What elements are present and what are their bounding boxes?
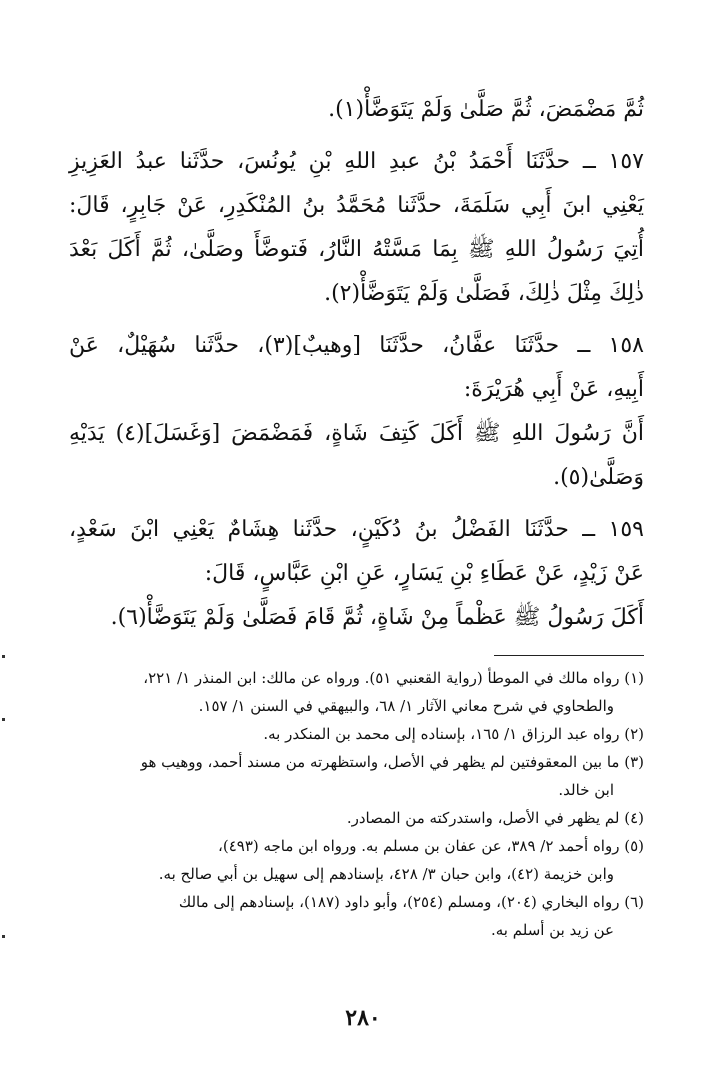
footnote-divider: [494, 655, 644, 656]
footnote-2: (٢) رواه عبد الرزاق ١/ ١٦٥، بإسناده إلى محمد بن المنكدر به.: [263, 725, 644, 743]
hadith-158-text: أَنَّ رَسُولَ اللهِ ﷺ أَكَلَ كَتِفَ شَاةٍ، فَمَضْمَضَ [وَغَسَلَ](٤) يَدَيْهِ: [69, 421, 644, 446]
footnote-5-cont: وابن خزيمة (٤٢)، وابن حبان ٣/ ٤٢٨، بإسنادهم إلى سهيل بن أبي صالح به.: [158, 865, 614, 883]
main-text: [69, 88, 644, 640]
footnote-4: (٤) لم يظهر في الأصل، واستدركته من المصادر.: [346, 809, 644, 827]
scan-mark: [2, 718, 5, 721]
hadith-157-header: ١٥٧ ــ حدَّثَنَا أَحْمَدُ بْنُ عبدِ اللهِ بْنِ يُونُسَ، حدَّثَنا عبدُ العَزِيزِ: [69, 149, 644, 174]
hadith-158-header: ١٥٨ ــ حدَّثَنَا عفَّانُ، حدَّثَنَا [وهيبٌ](٣)، حدَّثَنا سُهَيْلٌ، عَنْ: [69, 333, 644, 358]
hadith-157-text: أُتِيَ رَسُولُ اللهِ ﷺ بِمَا مَسَّتْهُ النَّارُ، فَتوضَّأَ وصَلَّىٰ، ثُمَّ أَكَلَ بَعْدَ: [69, 237, 644, 262]
footnote-5: (٥) رواه أحمد ٢/ ٣٨٩، عن عفان بن مسلم به. ورواه ابن ماجه (٤٩٣)،: [218, 837, 644, 855]
text-line-1: ثُمَّ مَضْمَضَ، ثُمَّ صَلَّىٰ وَلَمْ يَتَوَضَّأْ(١).: [328, 97, 644, 122]
hadith-159-chain: عَنْ زَيْدٍ، عَنْ عَطَاءِ بْنِ يَسَارٍ، عَنِ ابْنِ عَبَّاسٍ، قَالَ:: [204, 561, 644, 586]
page-number: ٢٨٠: [345, 1005, 381, 1031]
footnote-6: (٦) رواه البخاري (٢٠٤)، ومسلم (٢٥٤)، وأبو داود (١٨٧)، بإسنادهم إلى مالك: [178, 893, 644, 911]
footnotes: [69, 664, 644, 944]
hadith-157-text-end: ذٰلِكَ مِثْلَ ذٰلِكَ، فَصَلَّىٰ وَلَمْ يَتَوَضَّأْ(٢).: [324, 281, 644, 306]
hadith-158-chain: أَبِيهِ، عَنْ أَبِي هُرَيْرَةَ:: [463, 377, 644, 402]
footnote-1-cont: والطحاوي في شرح معاني الآثار ١/ ٦٨، والبيهقي في السنن ١/ ١٥٧.: [198, 697, 614, 715]
footnote-3: (٣) ما بين المعقوفتين لم يظهر في الأصل، واستظهرته من مسند أحمد، ووهيب هو: [140, 753, 644, 771]
scan-mark: [2, 655, 5, 658]
hadith-157-chain: يَعْنِي ابنَ أَبِي سَلَمَةَ، حدَّثَنا مُحَمَّدُ بنُ المُنْكَدِرِ، عَنْ جَابِرٍ، قَالَ:: [69, 193, 644, 218]
hadith-158-text-end: وَصَلَّىٰ(٥).: [553, 465, 644, 490]
scan-mark: [2, 935, 5, 938]
footnote-6-cont: عن زيد بن أسلم به.: [491, 921, 614, 939]
hadith-159-header: ١٥٩ ــ حدَّثَنَا الفَضْلُ بنُ دُكَيْنٍ، حدَّثَنا هِشَامٌ يَعْنِي ابْنَ سَعْدٍ،: [69, 517, 644, 542]
footnote-1: (١) رواه مالك في الموطأ (رواية القعنبي ٥١). ورواه عن مالك: ابن المنذر ١/ ٢٢١،: [143, 669, 644, 687]
hadith-159-text: أَكَلَ رَسُولُ ﷺ عَظْماً مِنْ شَاةٍ، ثُمَّ قَامَ فَصَلَّىٰ وَلَمْ يَتَوَضَّأْ(٦).: [110, 605, 644, 630]
footnote-3-cont: ابن خالد.: [558, 781, 614, 799]
